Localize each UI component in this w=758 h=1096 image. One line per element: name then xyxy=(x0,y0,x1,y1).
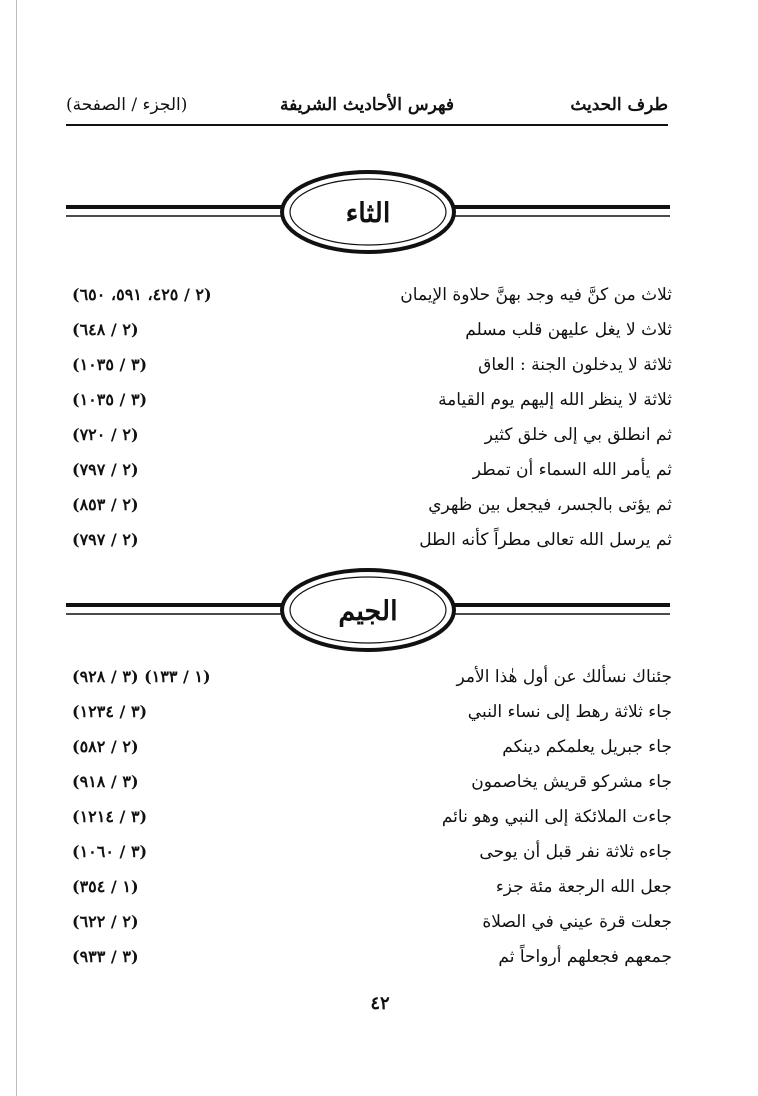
volume-page-reference: (٢ / ٥٨٢) xyxy=(72,737,139,756)
hadith-text: ثلاث من كنَّ فيه وجد بهنَّ حلاوة الإيمان xyxy=(400,285,672,305)
volume-page-reference: (١ / ٣٥٤) xyxy=(72,877,139,896)
hadith-text: ثلاثة لا يدخلون الجنة : العاق xyxy=(478,355,672,375)
volume-page-reference: (٣ / ١٢١٤) xyxy=(72,807,148,826)
hadith-text: ثم يأمر الله السماء أن تمطر xyxy=(472,460,672,480)
hadith-text: ثم يؤتى بالجسر، فيجعل بين ظهري xyxy=(428,495,672,515)
section-title: الجيم xyxy=(338,596,398,627)
section-banner-jim xyxy=(62,562,674,662)
volume-page-reference: (٣ / ١٠٦٠) xyxy=(72,842,148,861)
hadith-text: جاء مشركو قريش يخاصمون xyxy=(471,772,672,792)
hadith-text: جاء جبريل يعلمكم دينكم xyxy=(502,737,672,757)
hadith-text: جاءه ثلاثة نفر قبل أن يوحى xyxy=(479,842,672,862)
page-number: ٤٢ xyxy=(370,993,390,1014)
hadith-text: جمعهم فجعلهم أرواحاً ثم xyxy=(498,947,672,967)
list-item xyxy=(66,350,672,385)
hadith-text: ثلاث لا يغل عليهن قلب مسلم xyxy=(465,320,672,340)
volume-page-reference: (٢ / ٤٢٥، ٥٩١، ٦٥٠) xyxy=(72,285,212,304)
list-item xyxy=(66,385,672,420)
volume-page-reference: (٣ / ١٢٣٤) xyxy=(72,702,148,721)
hadith-text: جئناك نسألك عن أول هٰذا الأمر xyxy=(456,667,672,687)
list-item xyxy=(66,907,672,942)
volume-page-reference: (٢ / ٧٩٧) xyxy=(72,460,139,479)
margin-line xyxy=(16,0,17,1096)
list-item xyxy=(66,942,672,977)
volume-page-reference: (٣ / ١٠٣٥) xyxy=(72,390,148,409)
running-title: فهرس الأحاديث الشريفة xyxy=(280,95,454,115)
list-item xyxy=(66,732,672,767)
header-column-hadith: طرف الحديث xyxy=(570,95,668,115)
section-title: الثاء xyxy=(345,198,391,229)
list-item xyxy=(66,872,672,907)
volume-page-reference: (٢ / ٦٤٨) xyxy=(72,320,139,339)
list-item xyxy=(66,490,672,525)
list-item xyxy=(66,662,672,697)
header-rule xyxy=(66,124,668,126)
entry-list-tha xyxy=(66,280,672,560)
list-item xyxy=(66,420,672,455)
list-item xyxy=(66,280,672,315)
volume-page-reference: (٢ / ٨٥٣) xyxy=(72,495,139,514)
list-item xyxy=(66,837,672,872)
volume-page-reference: (٢ / ٧٩٧) xyxy=(72,530,139,549)
list-item xyxy=(66,767,672,802)
hadith-text: جاءت الملائكة إلى النبي وهو نائم xyxy=(441,807,672,827)
hadith-text: ثلاثة لا ينظر الله إليهم يوم القيامة xyxy=(438,390,672,410)
volume-page-reference: (٢ / ٦٢٢) xyxy=(72,912,139,931)
section-banner-tha xyxy=(62,164,674,264)
entry-list-jim xyxy=(66,662,672,977)
volume-page-reference: (٣ / ٩١٨) xyxy=(72,772,139,791)
volume-page-reference: (٣ / ١٠٣٥) xyxy=(72,355,148,374)
hadith-text: جاء ثلاثة رهط إلى نساء النبي xyxy=(467,702,672,722)
list-item xyxy=(66,697,672,732)
hadith-text: جعلت قرة عيني في الصلاة xyxy=(482,912,672,932)
hadith-text: ثم يرسل الله تعالى مطراً كأنه الطل xyxy=(419,530,672,550)
list-item xyxy=(66,525,672,560)
hadith-text: جعل الله الرجعة مئة جزء xyxy=(495,877,672,897)
volume-page-reference: (٣ / ٩٣٣) xyxy=(72,947,139,966)
volume-page-reference: (٢ / ٧٢٠) xyxy=(72,425,139,444)
hadith-text: ثم انطلق بي إلى خلق كثير xyxy=(484,425,672,445)
list-item xyxy=(66,315,672,350)
volume-page-reference: (١ / ١٣٣) (٣ / ٩٢٨) xyxy=(72,667,211,686)
list-item xyxy=(66,802,672,837)
header-column-reference: (الجزء / الصفحة) xyxy=(66,95,188,115)
list-item xyxy=(66,455,672,490)
